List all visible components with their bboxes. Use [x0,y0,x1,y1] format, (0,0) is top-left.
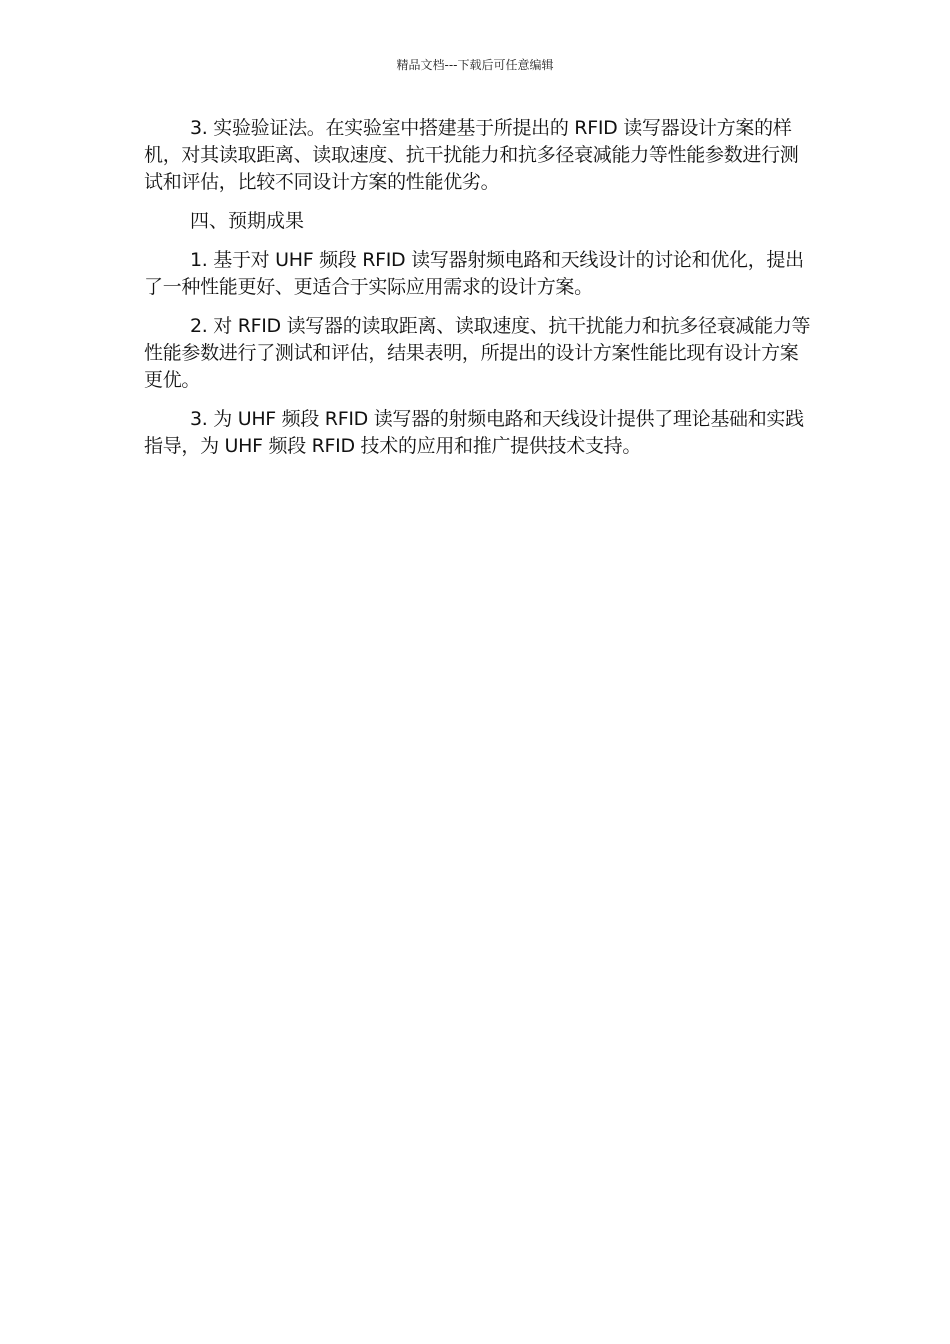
outcome-3-paragraph: 3. 为 UHF 频段 RFID 读写器的射频电路和天线设计提供了理论基础和实践指导，为 UHF 频段 RFID 技术的应用和推广提供技术支持。 [144,408,804,457]
outcome-2-paragraph: 2. 对 RFID 读写器的读取距离、读取速度、抗干扰能力和抗多径衰减能力等性能参数进行了测试和评估，结果表明，所提出的设计方案性能比现有设计方案更优。 [144,315,811,391]
document-body [144,115,814,472]
outcome-1-paragraph: 1. 基于对 UHF 频段 RFID 读写器射频电路和天线设计的讨论和优化，提出了一种性能更好、更适合于实际应用需求的设计方案。 [144,249,804,298]
method-3-paragraph: 3. 实验验证法。在实验室中搭建基于所提出的 RFID 读写器设计方案的样机，对其读取距离、读取速度、抗干扰能力和抗多径衰减能力等性能参数进行测试和评估，比较不同设计方案的性能优劣。 [144,117,799,193]
section-heading-expected-outcomes: 四、预期成果 [190,210,305,232]
page-header: 精品文档---下载后可任意编辑 [396,58,554,72]
